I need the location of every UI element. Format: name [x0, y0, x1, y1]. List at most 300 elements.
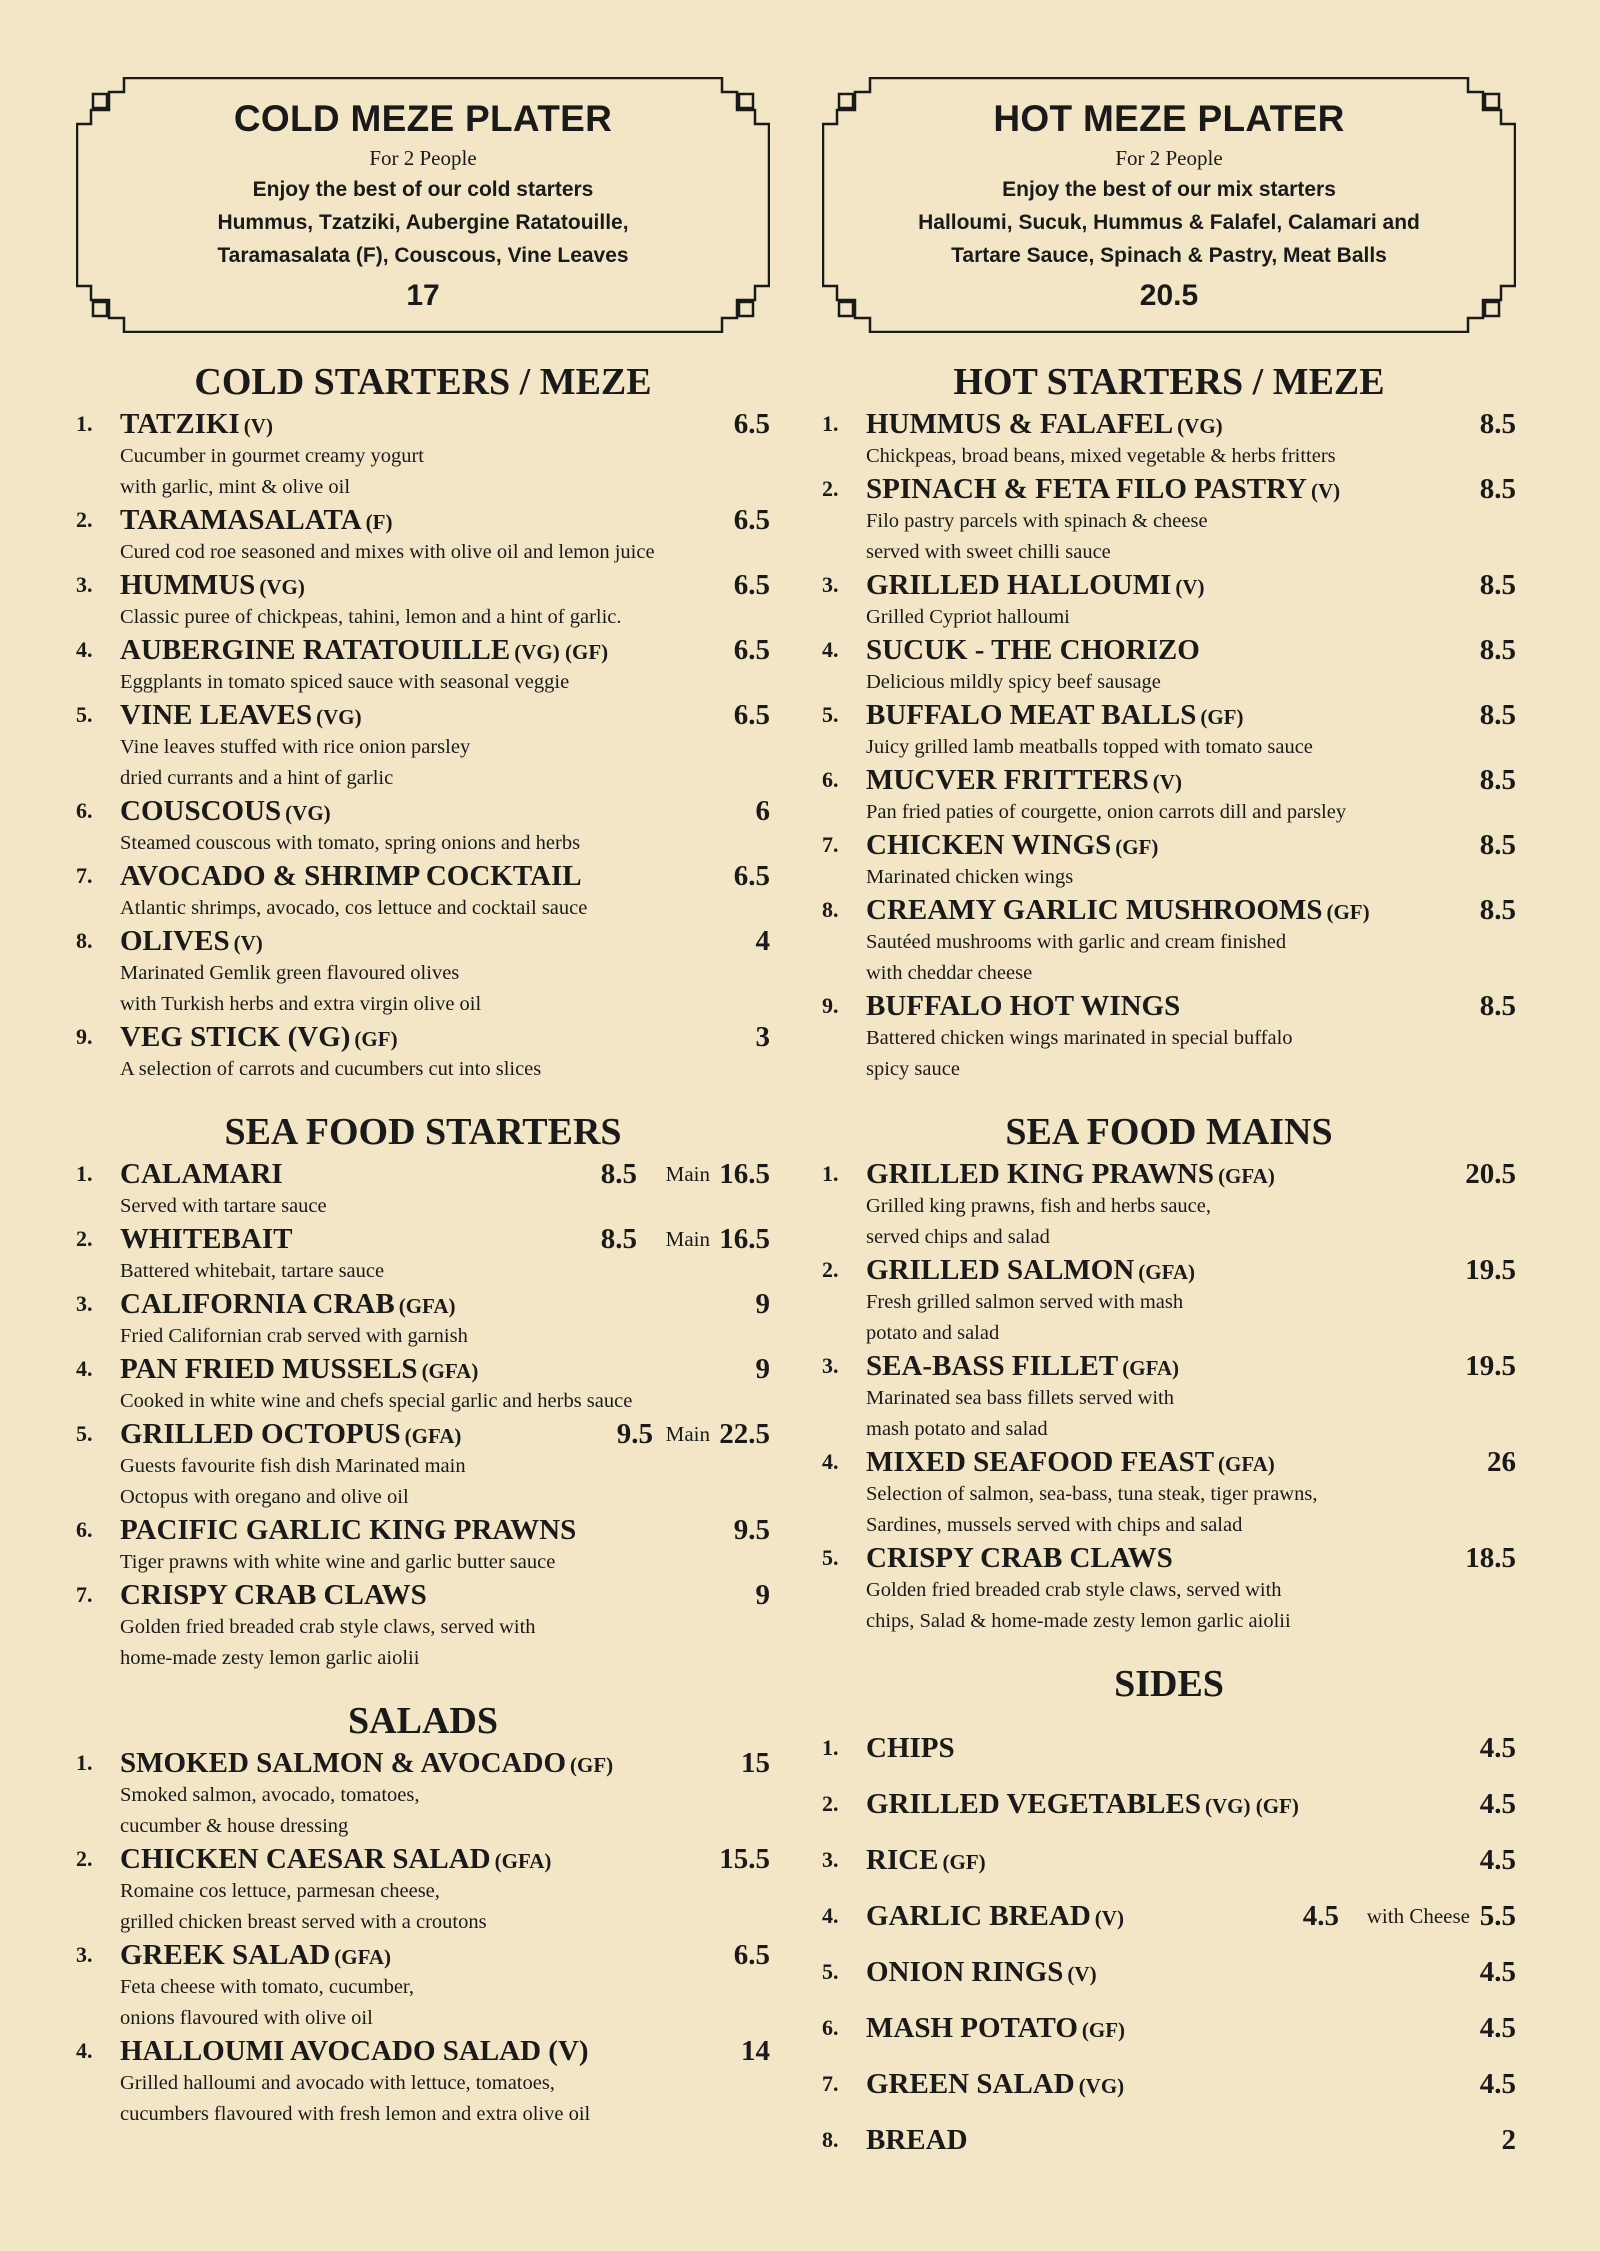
item-price-main: 16.5: [719, 1158, 770, 1190]
menu-item: [76, 1287, 770, 1352]
menu-item: [822, 1541, 1516, 1637]
dietary-tag: (VG) (GF): [514, 640, 609, 664]
item-name-row: [120, 1222, 770, 1256]
item-description: Pan fried paties of courgette, onion carrots dill and parsley: [866, 801, 1347, 823]
menu-item: [76, 1417, 770, 1513]
dietary-tag: (GFA): [1218, 1164, 1275, 1188]
menu-item: [822, 472, 1516, 568]
item-number: 1.: [76, 1750, 93, 1775]
item-price: 4.5: [1479, 2068, 1516, 2100]
item-name: CALIFORNIA CRAB: [120, 1288, 395, 1320]
item-number: 5.: [822, 1959, 839, 1984]
item-price-starter: 9.5: [616, 1418, 653, 1450]
item-number: 8.: [822, 897, 839, 922]
item-name: OLIVES: [120, 925, 230, 957]
item-description: Grilled Cypriot halloumi: [866, 606, 1070, 628]
item-price-main: 16.5: [719, 1223, 770, 1255]
section-title: SEA FOOD STARTERS: [224, 1111, 622, 1153]
menu-item: [822, 568, 1516, 633]
item-name: HUMMUS: [120, 569, 256, 601]
dietary-tag: (VG) (GF): [1204, 1794, 1299, 1818]
item-name-row: [120, 1842, 770, 1876]
menu-item: [76, 698, 770, 794]
menu-item: [76, 407, 770, 503]
item-price: 6.5: [733, 860, 770, 892]
item-description: onions flavoured with olive oil: [120, 2007, 373, 2029]
item-name-row: [120, 2034, 770, 2068]
item-number: 6.: [76, 1517, 93, 1542]
item-description: Battered chicken wings marinated in special buffalo: [866, 1027, 1293, 1049]
item-name-row: [120, 924, 770, 958]
item-name: BUFFALO MEAT BALLS: [866, 699, 1197, 731]
item-name-row: [120, 503, 770, 537]
item-price: 6.5: [733, 569, 770, 601]
menu-item: [822, 407, 1516, 472]
dietary-tag: (V): [1094, 1906, 1124, 1930]
item-name: MUCVER FRITTERS: [866, 764, 1149, 796]
item-name: GRILLED KING PRAWNS: [866, 1158, 1215, 1190]
item-description: with garlic, mint & olive oil: [120, 476, 351, 498]
menu-item: [822, 1947, 1516, 2003]
dietary-tag: (VG): [1177, 414, 1223, 438]
item-number: 3.: [822, 1847, 839, 1872]
dietary-tag: (GF): [942, 1850, 986, 1874]
item-name: HUMMUS & FALAFEL: [866, 408, 1174, 440]
menu-item: [76, 2034, 770, 2130]
item-description: Vine leaves stuffed with rice onion parsley: [120, 736, 471, 758]
item-name: SMOKED SALMON & AVOCADO: [120, 1747, 567, 1779]
item-name-row: [866, 2123, 1516, 2157]
plater-price: 17: [406, 279, 440, 312]
item-number: 7.: [76, 863, 93, 888]
item-name-row: [866, 1541, 1516, 1575]
dietary-tag: (VG): [285, 801, 331, 825]
item-price: 4.5: [1479, 1844, 1516, 1876]
item-description: Cured cod roe seasoned and mixes with olive oil and lemon juice: [120, 541, 655, 563]
item-description: Grilled king prawns, fish and herbs sauce,: [866, 1195, 1211, 1217]
item-price: 2: [1501, 2124, 1516, 2156]
item-description: Romaine cos lettuce, parmesan cheese,: [120, 1880, 440, 1902]
item-name: HALLOUMI AVOCADO SALAD (V): [120, 2035, 589, 2067]
item-price: 9.5: [733, 1514, 770, 1546]
item-name: CALAMARI: [120, 1158, 283, 1190]
item-number: 3.: [76, 572, 93, 597]
item-number: 4.: [76, 637, 93, 662]
item-number: 2.: [822, 1791, 839, 1816]
menu-item: [822, 633, 1516, 698]
item-price: 4.5: [1479, 1956, 1516, 1988]
item-description: chips, Salad & home-made zesty lemon garlic aiolii: [866, 1610, 1291, 1632]
menu-item: [822, 1349, 1516, 1445]
plater-description-line: Taramasalata (F), Couscous, Vine Leaves: [217, 244, 629, 267]
menu-item: [822, 828, 1516, 893]
item-number: 8.: [76, 928, 93, 953]
item-name: CRISPY CRAB CLAWS: [120, 1579, 427, 1611]
item-price-starter: 4.5: [1302, 1900, 1339, 1932]
item-name: SPINACH & FETA FILO PASTRY: [866, 473, 1308, 505]
item-price: 6.5: [733, 1939, 770, 1971]
item-description: served chips and salad: [866, 1226, 1050, 1248]
item-name: CHICKEN CAESAR SALAD: [120, 1843, 491, 1875]
item-price: 4.5: [1479, 1732, 1516, 1764]
menu-item: [822, 1253, 1516, 1349]
menu-item: [822, 989, 1516, 1085]
menu-item: [76, 1513, 770, 1578]
menu-item: [822, 1723, 1516, 1779]
menu-item: [76, 924, 770, 1020]
plater-title: HOT MEZE PLATER: [993, 98, 1345, 139]
item-description: Eggplants in tomato spiced sauce with seasonal veggie: [120, 671, 570, 693]
item-description: mash potato and salad: [866, 1418, 1048, 1440]
menu-item: [822, 1445, 1516, 1541]
dietary-tag: (GFA): [1122, 1356, 1180, 1380]
item-name-row: [866, 1253, 1516, 1287]
item-description: Smoked salmon, avocado, tomatoes,: [120, 1784, 420, 1806]
item-name-row: [866, 893, 1516, 927]
item-name-row: [866, 1157, 1516, 1191]
item-number: 5.: [822, 1545, 839, 1570]
dietary-tag: (GF): [1326, 900, 1370, 924]
item-name-row: [866, 989, 1516, 1023]
item-description: with Turkish herbs and extra virgin olive oil: [120, 993, 482, 1015]
item-name: MASH POTATO: [866, 2012, 1078, 2044]
section-title: SEA FOOD MAINS: [1005, 1111, 1333, 1153]
item-name-row: [120, 1513, 770, 1547]
item-number: 6.: [822, 767, 839, 792]
item-name-row: [866, 472, 1516, 506]
item-number: 6.: [76, 798, 93, 823]
item-name: MIXED SEAFOOD FEAST: [866, 1446, 1215, 1478]
item-description: Marinated Gemlik green flavoured olives: [120, 962, 460, 984]
dietary-tag: (VG): [1078, 2074, 1125, 2098]
plater-price: 20.5: [1139, 279, 1199, 312]
menu-item: [822, 2003, 1516, 2059]
item-description: Marinated sea bass fillets served with: [866, 1387, 1174, 1409]
item-description: cucumbers flavoured with fresh lemon and extra olive oil: [120, 2103, 591, 2125]
section-title: SIDES: [1114, 1663, 1224, 1705]
dietary-tag: (V): [233, 931, 263, 955]
dietary-tag: (GFA): [421, 1359, 479, 1383]
item-name: GRILLED SALMON: [866, 1254, 1135, 1286]
hot-starters-section: [822, 357, 1516, 1085]
item-name: COUSCOUS: [120, 795, 282, 827]
item-name-row: [120, 1020, 770, 1054]
section-title: SALADS: [348, 1700, 498, 1742]
item-name-row: [120, 1157, 770, 1191]
item-number: 1.: [822, 1735, 839, 1760]
cold-starters-section: [76, 357, 770, 1085]
item-description: Sardines, mussels served with chips and salad: [866, 1514, 1243, 1536]
item-price: 8.5: [1479, 473, 1516, 505]
menu-item: [822, 698, 1516, 763]
menu-item: [822, 763, 1516, 828]
item-name: VINE LEAVES: [120, 699, 313, 731]
hot-meze-plater-box: [822, 77, 1516, 333]
item-price: 9: [755, 1353, 770, 1385]
seafood-starters-section: [76, 1107, 770, 1674]
item-description: cucumber & house dressing: [120, 1815, 349, 1837]
item-price: 26: [1487, 1446, 1516, 1478]
item-price: 6: [755, 795, 770, 827]
seafood-mains-section: [822, 1107, 1516, 1637]
item-price: 8.5: [1479, 829, 1516, 861]
item-name-row: [866, 698, 1516, 732]
dietary-tag: (V): [1152, 770, 1182, 794]
item-name-row: [866, 1843, 1516, 1877]
item-number: 4.: [822, 637, 839, 662]
menu-item: [76, 1222, 770, 1287]
dietary-tag: (GFA): [398, 1294, 456, 1318]
item-name-row: [866, 1445, 1516, 1479]
item-name-row: [120, 794, 770, 828]
item-description: Fried Californian crab served with garnish: [120, 1325, 468, 1347]
menu-item: [76, 633, 770, 698]
item-name-row: [120, 407, 770, 441]
item-description: Guests favourite fish dish Marinated main: [120, 1455, 466, 1477]
item-price: 8.5: [1479, 699, 1516, 731]
item-number: 4.: [822, 1903, 839, 1928]
menu-item: [76, 1746, 770, 1842]
item-description: A selection of carrots and cucumbers cut into slices: [120, 1058, 542, 1080]
item-name-row: [120, 1287, 770, 1321]
item-price: 15.5: [719, 1843, 770, 1875]
dietary-tag: (GF): [354, 1027, 398, 1051]
item-name-row: [866, 763, 1516, 797]
item-name-row: [120, 1578, 770, 1612]
item-name-row: [120, 568, 770, 602]
right-column: [822, 0, 1516, 2171]
item-name-row: [866, 407, 1516, 441]
item-description: Golden fried breaded crab style claws, served with: [120, 1616, 536, 1638]
item-name-row: [866, 2011, 1516, 2045]
item-name: SEA-BASS FILLET: [866, 1350, 1119, 1382]
section-title: COLD STARTERS / MEZE: [194, 361, 652, 403]
main-price-label: Main: [665, 1422, 710, 1446]
item-description: served with sweet chilli sauce: [866, 541, 1111, 563]
plater-content: [822, 97, 1516, 316]
menu-item: [822, 1891, 1516, 1947]
item-name-row: [866, 633, 1516, 667]
item-number: 2.: [76, 507, 93, 532]
item-price: 14: [741, 2035, 770, 2067]
item-name-row: [120, 698, 770, 732]
item-name: GRILLED VEGETABLES: [866, 1788, 1201, 1820]
section-title: HOT STARTERS / MEZE: [953, 361, 1385, 403]
item-description: Golden fried breaded crab style claws, served with: [866, 1579, 1282, 1601]
item-name: GREEN SALAD: [866, 2068, 1075, 2100]
item-price-starter: 8.5: [600, 1158, 637, 1190]
item-description: Steamed couscous with tomato, spring onions and herbs: [120, 832, 581, 854]
item-number: 2.: [76, 1846, 93, 1871]
item-name: CREAMY GARLIC MUSHROOMS: [866, 894, 1323, 926]
item-number: 1.: [76, 1161, 93, 1186]
cold-meze-plater-box: [76, 77, 770, 333]
item-number: 5.: [76, 702, 93, 727]
item-number: 3.: [822, 1353, 839, 1378]
dietary-tag: (VG): [316, 705, 362, 729]
item-price: 6.5: [733, 408, 770, 440]
item-name: ONION RINGS: [866, 1956, 1064, 1988]
plater-content: [76, 97, 770, 316]
item-description: Served with tartare sauce: [120, 1195, 327, 1217]
item-price: 4.5: [1479, 2012, 1516, 2044]
item-description: potato and salad: [866, 1322, 1000, 1344]
item-name: PAN FRIED MUSSELS: [120, 1353, 418, 1385]
item-description: Sautéed mushrooms with garlic and cream finished: [866, 931, 1287, 953]
item-price: 20.5: [1465, 1158, 1516, 1190]
item-price: 4: [755, 925, 770, 957]
plater-description-line: Enjoy the best of our cold starters: [252, 178, 594, 201]
dietary-tag: (GF): [570, 1753, 614, 1777]
item-price: 8.5: [1479, 569, 1516, 601]
item-description: Cucumber in gourmet creamy yogurt: [120, 445, 424, 467]
menu-item: [822, 2115, 1516, 2171]
item-number: 4.: [822, 1449, 839, 1474]
item-number: 1.: [822, 1161, 839, 1186]
item-name-row: [120, 1938, 770, 1972]
dietary-tag: (V): [1311, 479, 1341, 503]
item-name-row: [866, 568, 1516, 602]
dietary-tag: (GFA): [404, 1424, 462, 1448]
menu-item: [76, 1578, 770, 1674]
menu-item: [76, 568, 770, 633]
item-number: 8.: [822, 2127, 839, 2152]
item-name: CRISPY CRAB CLAWS: [866, 1542, 1173, 1574]
plater-description-line: Tartare Sauce, Spinach & Pastry, Meat Balls: [951, 244, 1387, 267]
item-name: BUFFALO HOT WINGS: [866, 990, 1181, 1022]
dietary-tag: (V): [243, 414, 273, 438]
item-description: Grilled halloumi and avocado with lettuce, tomatoes,: [120, 2072, 555, 2094]
item-name: RICE: [866, 1844, 939, 1876]
item-number: 2.: [76, 1226, 93, 1251]
menu-item: [76, 1938, 770, 2034]
plater-description-line: Halloumi, Sucuk, Hummus & Falafel, Calamari and: [918, 211, 1420, 234]
item-name: SUCUK - THE CHORIZO: [866, 634, 1200, 666]
item-price: 3: [755, 1021, 770, 1053]
main-price-label: with Cheese: [1366, 1904, 1470, 1928]
item-number: 7.: [822, 2071, 839, 2096]
dietary-tag: (F): [365, 510, 393, 534]
item-description: Juicy grilled lamb meatballs topped with tomato sauce: [866, 736, 1313, 758]
menu-item: [76, 1020, 770, 1085]
item-description: Cooked in white wine and chefs special garlic and herbs sauce: [120, 1390, 633, 1412]
item-description: Battered whitebait, tartare sauce: [120, 1260, 385, 1282]
item-price: 19.5: [1465, 1350, 1516, 1382]
item-number: 7.: [822, 832, 839, 857]
item-price: 19.5: [1465, 1254, 1516, 1286]
dietary-tag: (GF): [1115, 835, 1159, 859]
item-name: GRILLED OCTOPUS: [120, 1418, 401, 1450]
plater-description-line: Enjoy the best of our mix starters: [1002, 178, 1336, 201]
dietary-tag: (GFA): [1138, 1260, 1196, 1284]
item-description: spicy sauce: [866, 1058, 960, 1080]
item-name-row: [120, 1417, 770, 1451]
item-name: AUBERGINE RATATOUILLE: [120, 634, 511, 666]
item-name-row: [866, 1955, 1516, 1989]
item-description: Delicious mildly spicy beef sausage: [866, 671, 1161, 693]
item-number: 5.: [76, 1421, 93, 1446]
item-name-row: [120, 633, 770, 667]
menu-item: [822, 2059, 1516, 2115]
item-price-main: 5.5: [1479, 1900, 1516, 1932]
item-number: 3.: [76, 1942, 93, 1967]
item-description: grilled chicken breast served with a croutons: [120, 1911, 487, 1933]
item-number: 9.: [822, 993, 839, 1018]
item-number: 2.: [822, 1257, 839, 1282]
menu-item: [822, 1835, 1516, 1891]
dietary-tag: (GF): [1081, 2018, 1126, 2042]
item-price-starter: 8.5: [600, 1223, 637, 1255]
item-description: dried currants and a hint of garlic: [120, 767, 394, 789]
item-number: 3.: [822, 572, 839, 597]
item-number: 4.: [76, 2038, 93, 2063]
main-price-label: Main: [665, 1227, 710, 1251]
dietary-tag: (GFA): [1218, 1452, 1275, 1476]
menu-item: [76, 1842, 770, 1938]
item-description: Feta cheese with tomato, cucumber,: [120, 1976, 415, 1998]
dietary-tag: (V): [1067, 1962, 1097, 1986]
item-name: CHIPS: [866, 1732, 955, 1764]
item-name-row: [866, 1349, 1516, 1383]
item-price: 6.5: [733, 504, 770, 536]
item-number: 1.: [76, 411, 93, 436]
item-number: 9.: [76, 1024, 93, 1049]
item-name: PACIFIC GARLIC KING PRAWNS: [120, 1514, 577, 1546]
item-price: 4.5: [1479, 1788, 1516, 1820]
item-price: 18.5: [1465, 1542, 1516, 1574]
salads-section: [76, 1696, 770, 2130]
item-name: TATZIKI: [120, 408, 240, 440]
item-price: 8.5: [1479, 634, 1516, 666]
item-number: 6.: [822, 2015, 839, 2040]
menu-item: [822, 1779, 1516, 1835]
item-price: 8.5: [1479, 894, 1516, 926]
plater-title: COLD MEZE PLATER: [233, 98, 613, 139]
dietary-tag: (GF): [1200, 705, 1244, 729]
item-number: 5.: [822, 702, 839, 727]
item-name: WHITEBAIT: [120, 1223, 293, 1255]
item-price: 8.5: [1479, 764, 1516, 796]
item-description: Classic puree of chickpeas, tahini, lemon and a hint of garlic.: [120, 606, 622, 628]
dietary-tag: (V): [1175, 575, 1205, 599]
menu-item: [76, 859, 770, 924]
item-description: Atlantic shrimps, avocado, cos lettuce and cocktail sauce: [120, 897, 588, 919]
item-price: 8.5: [1479, 990, 1516, 1022]
item-number: 7.: [76, 1582, 93, 1607]
item-name: CHICKEN WINGS: [866, 829, 1112, 861]
item-number: 3.: [76, 1291, 93, 1316]
item-description: Tiger prawns with white wine and garlic butter sauce: [120, 1551, 556, 1573]
sides-section: [822, 1659, 1516, 2171]
item-price: 9: [755, 1579, 770, 1611]
item-name: AVOCADO & SHRIMP COCKTAIL: [120, 860, 582, 892]
main-price-label: Main: [665, 1162, 710, 1186]
dietary-tag: (GFA): [334, 1945, 392, 1969]
item-price: 6.5: [733, 699, 770, 731]
item-name: GREEK SALAD: [120, 1939, 331, 1971]
plater-people-count: For 2 People: [1115, 146, 1223, 170]
menu-item: [76, 503, 770, 568]
item-name-row: [120, 859, 770, 893]
item-number: 1.: [822, 411, 839, 436]
item-number: 4.: [76, 1356, 93, 1381]
item-description: Fresh grilled salmon served with mash: [866, 1291, 1184, 1313]
item-description: Selection of salmon, sea-bass, tuna steak, tiger prawns,: [866, 1483, 1318, 1505]
item-price-main: 22.5: [719, 1418, 770, 1450]
menu-item: [822, 893, 1516, 989]
plater-people-count: For 2 People: [369, 146, 477, 170]
item-name: GRILLED HALLOUMI: [866, 569, 1172, 601]
